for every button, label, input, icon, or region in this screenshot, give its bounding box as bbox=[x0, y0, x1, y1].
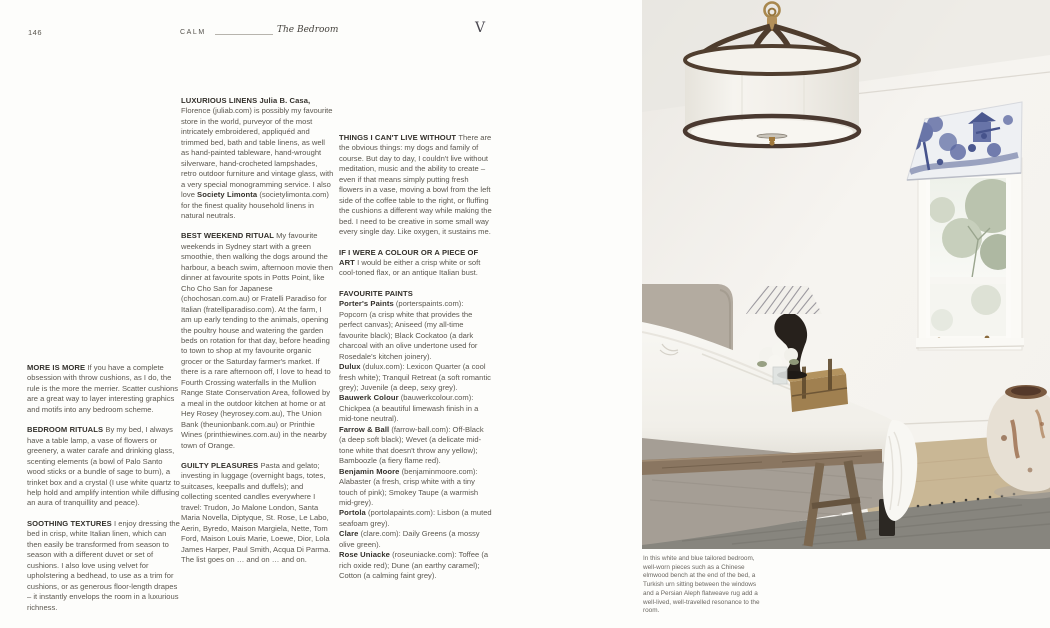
bold-run: Portola bbox=[339, 508, 366, 518]
bold-run: BEST WEEKEND RITUAL bbox=[181, 231, 277, 241]
text-run: (roseuniacke.com): Toffee (a rich oxide red); Dune (an earthy caramel); Cotton (a calming faint grey). bbox=[339, 550, 489, 581]
bold-run: MORE IS MORE bbox=[27, 363, 88, 372]
bold-run: Clare bbox=[339, 529, 359, 539]
paragraph bbox=[339, 508, 492, 529]
bold-run: FAVOURITE PAINTS bbox=[339, 288, 413, 298]
paragraph bbox=[339, 550, 492, 581]
header-rule bbox=[215, 34, 273, 35]
bold-run: GUILTY PLEASURES bbox=[181, 460, 261, 470]
paragraph bbox=[27, 363, 180, 415]
page-number: 146 bbox=[28, 28, 43, 37]
paragraph bbox=[339, 362, 492, 393]
text-column-col1 bbox=[27, 363, 180, 623]
text-run: (societylimonta.com) for the finest quality household linens in natural neutrals. bbox=[181, 190, 329, 220]
text-run: I enjoy dressing the bed in crisp, white Italian linen, which can then easily be transformed from season to season with a different duvet or set of cushions. I also love using velvet for upholstering a bedhead, to use as a trim for cushions, or as generous floor-length drapes – it instantly envelops the room in a luxurious richness. bbox=[27, 518, 180, 612]
bold-run: Benjamin Moore bbox=[339, 466, 400, 476]
text-run: By my bed, I always have a table lamp, a vase of flowers or greenery, a water carafe and drinking glass, scenting elements (a bowl of Palo Santo wood sticks or a bundle of sage to burn), a trinket box and a crystal (I use white quartz to help hold and amplify intention while diffusing an aura of tranquillity and peace). bbox=[27, 425, 180, 508]
paragraph bbox=[339, 289, 492, 299]
paragraph bbox=[181, 231, 334, 451]
bold-run: THINGS I CAN'T LIVE WITHOUT bbox=[339, 133, 459, 142]
paragraph bbox=[339, 529, 492, 550]
paragraph bbox=[339, 248, 492, 279]
text-run: There are the obvious things: my dogs and family of course. But day to day, I couldn't live without meditation, music and the ability to create – even if that means simply putting fresh flowers in a vase, moving a bowl from the left side of the coffee table to the right, or fluffing the cushions a different way while making the bed. I need to be creative in some small way every single day. Like oxygen, it sustains me. bbox=[339, 133, 492, 237]
bold-run: IF I WERE A COLOUR OR A PIECE OF ART bbox=[339, 247, 479, 267]
text-run: Pasta and gelato; investing in luggage (overnight bags, totes, suitcases, keepalls and duffels); and collecting scented candles everywhere I travel: Trudon, Jo Malone London, Santa Maria Novella, Diptyque, St. Rose, Le Labo, Aerin, Byredo, Maison Margiela, Nette, Tom Ford, Maison Louis Marie, Loewe, Dior, Lola James Harper, Paul Smith, Acqua Di Parma. The list goes on … and on … and on. bbox=[181, 460, 331, 565]
paragraph bbox=[339, 425, 492, 467]
text-run: (farrow-ball.com): Off-Black (a deep soft black); Wevet (a delicate mid-tone white that doesn't throw any yellow); Bamboozle (a fiery flame red). bbox=[339, 424, 484, 466]
chapter-numeral: V bbox=[475, 20, 486, 36]
photo-caption: In this white and blue tailored bedroom, well-worn pieces such as a Chinese elmwood bench at the end of the bed, a Turkish urn sitting between the windows and a Persian Aleph flatweave rug add a well-lived, well-travelled resonance to the room. bbox=[643, 555, 760, 615]
text-run: (dulux.com): Lexicon Quarter (a cool fresh white); Tranquil Retreat (a soft romantic grey); Juvenile (a deep, sexy grey). bbox=[339, 362, 491, 392]
text-run: If you have a complete obsession with throw cushions, as I do, the rule is the more the merrier. Scatter cushions are a great way to layer interesting graphics and motifs into any bedroom scheme. bbox=[27, 363, 179, 414]
window bbox=[916, 158, 1024, 350]
paragraph bbox=[339, 133, 492, 238]
paragraph bbox=[181, 96, 334, 221]
text-run: (porterspaints.com): Popcorn (a crisp white that provides the perfect canvas); Aniseed (my all-time favourite black); Black Cockatoo (a dark charcoal with an olive undertone used for Rosedale's kitchen joinery). bbox=[339, 299, 478, 361]
text-run: (portolapaints.com): Lisbon (a muted seafoam grey). bbox=[339, 508, 492, 528]
bold-run: Farrow & Ball bbox=[339, 424, 390, 434]
bold-run: Dulux bbox=[339, 362, 361, 372]
brass-finial bbox=[769, 140, 774, 145]
paragraph bbox=[339, 299, 492, 362]
bold-run: Rose Uniacke bbox=[339, 550, 391, 560]
bold-run: LUXURIOUS LINENS Julia B. Casa, bbox=[181, 96, 311, 105]
text-run: (clare.com): Daily Greens (a mossy olive green). bbox=[339, 529, 480, 549]
paragraph bbox=[339, 393, 492, 424]
text-run: Florence (juliab.com) is possibly my favourite store in the world, purveyor of the most intricately embroidered, appliquéd and trimmed bed, bath and table linens, as well as hand-painted tableware, hand-wrought silverware, hand-crocheted lampshades, retro outdoor furniture and vintage glass, with a very special monogramming service. I also love bbox=[181, 106, 334, 200]
text-column-col3 bbox=[339, 133, 492, 582]
bedroom-photo-illustration bbox=[642, 0, 1050, 549]
section-title: CALM bbox=[180, 29, 206, 36]
text-run: I would be either a crisp white or soft cool-toned flax, or an antique Italian bust. bbox=[339, 257, 481, 278]
chapter-title: The Bedroom bbox=[277, 25, 339, 35]
paragraph bbox=[181, 461, 334, 566]
paragraph bbox=[339, 467, 492, 509]
text-column-col2 bbox=[181, 96, 334, 575]
bedroom-photo bbox=[642, 0, 1050, 549]
paragraph bbox=[27, 425, 180, 509]
text-run: (benjaminmoore.com): Alabaster (a fresh, crisp white with a tiny touch of pink); Smokey Taupe (a warmish mid-grey). bbox=[339, 466, 479, 507]
text-run: My favourite weekends in Sydney start with a green smoothie, then walking the dogs around the harbour, a beach swim, afternoon movie then dinner at favourite spots in Potts Point, like Cho Cho San for Japanese (chochosan.com.au) or Fratelli Paradiso for Italian (fratelliparadiso.com). At the farm, I am up early tending to the animals, opening the poultry house and watering the garden beds on rotation for that day, before heading to town to shop at my favourite organic grocer or the Saturday farmer's market. If there is a rare afternoon off, I love to head to Fourth Crossing waterfalls in the Mullion Range State Conservation Area, followed by a meal in the outdoor kitchen at home or at Hey Rosey (heyrosey.com.au), The Union Bank (theunionbank.com.au) or Printhie Wines (printhiewines.com.au) in the nearby town of Orange. bbox=[181, 231, 333, 450]
text-run: (bauwerkcolour.com): Chickpea (a beautiful limewash finish in a mid-tone neutral). bbox=[339, 393, 479, 424]
bold-run: Society Limonta bbox=[197, 190, 258, 200]
paragraph bbox=[27, 519, 180, 613]
bold-run: BEDROOM RITUALS bbox=[27, 425, 106, 435]
bold-run: Bauwerk Colour bbox=[339, 393, 399, 403]
bold-run: Porter's Paints bbox=[339, 299, 394, 309]
bold-run: SOOTHING TEXTURES bbox=[27, 518, 115, 528]
